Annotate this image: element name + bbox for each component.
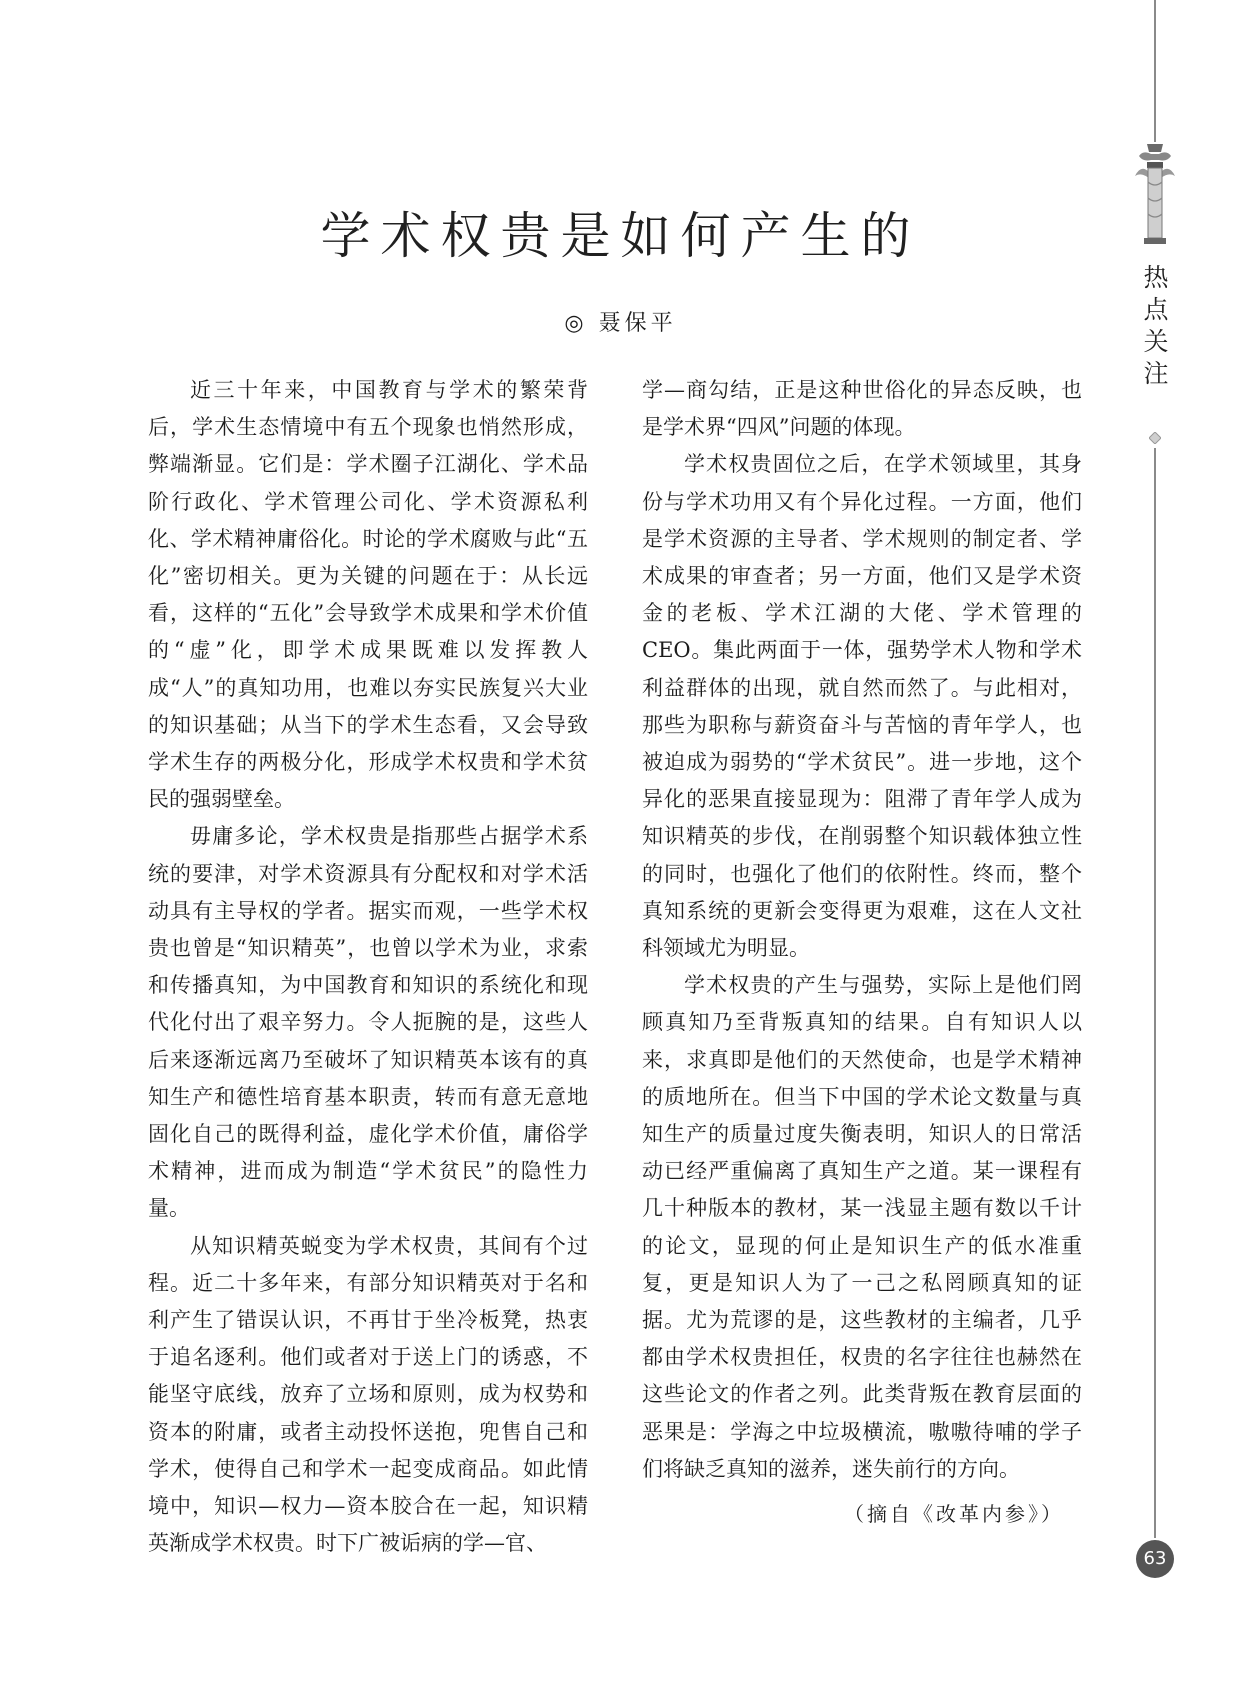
paragraph: 学—商勾结，正是这种世俗化的异态反映，也是学术界“四风”问题的体现。	[642, 378, 1082, 440]
paragraph: 从知识精英蜕变为学术权贵，其间有个过程。近二十多年来，有部分知识精英对于名和利产生了错误认识，不再甘于坐冷板凳，热衷于追名逐利。他们或者对于送上门的诱惑，不能坚守底线，放弃了立场和原则，成为权势和资本的附庸，或者主动投怀送抱，兜售自己和学术，使得自己和学术一起变成商品。如此情境中，知识—权力—资本胶合在一起，知识精英渐成学术权贵。时下广被诟病的学—官、	[148, 1233, 588, 1556]
paragraph: 毋庸多论，学术权贵是指那些占据学术系统的要津，对学术资源具有分配权和对学术活动具有主导权的学者。据实而观，一些学术权贵也曾是“知识精英”，也曾以学术为业，求索和传播真知，为中国教育和知识的系统化和现代化付出了艰辛努力。令人扼腕的是，这些人后来逐渐远离乃至破坏了知识精英本该有的真知生产和德性培育基本职责，转而有意无意地固化自己的既得利益，虚化学术价值，庸俗学术精神，进而成为制造“学术贫民”的隐性力量。	[148, 824, 588, 1221]
paragraph: 学术权贵的产生与强势，实际上是他们罔顾真知乃至背叛真知的结果。自有知识人以来，求真即是他们的天然使命，也是学术精神的质地所在。但当下中国的学术论文数量与真知生产的质量过度失衡表明，知识人的日常活动已经严重偏离了真知生产之道。某一课程有几十种版本的教材，某一浅显主题有数以千计的论文，显现的何止是知识生产的低水准重复，更是知识人为了一己之私罔顾真知的证据。尤为荒谬的是，这些教材的主编者，几乎都由学术权贵担任，权贵的名字往往也赫然在这些论文的作者之列。此类背叛在教育层面的恶果是：学海之中垃圾横流，嗷嗷待哺的学子们将缺乏真知的滋养，迷失前行的方向。	[642, 973, 1082, 1481]
pillar-ornament-icon	[1133, 142, 1177, 246]
page-title: 学术权贵是如何产生的	[320, 207, 921, 265]
section-label: 热点关注	[1143, 263, 1169, 388]
source-citation: （摘自《改革内参》）	[844, 1502, 1064, 1527]
paragraph: 近三十年来，中国教育与学术的繁荣背后，学术生态情境中有五个现象也悄然形成，弊端渐显。它们是：学术圈子江湖化、学术品阶行政化、学术管理公司化、学术资源私利化、学术精神庸俗化。时论的学术腐败与此“五化”密切相关。更为关键的问题在于：从长远看，这样的“五化”会导致学术成果和学术价值的“虚”化，即学术成果既难以发挥教人成“人”的真知功用，也难以夯实民族复兴大业的知识基础；从当下的学术生态看，又会导致学术生存的两极分化，形成学术权贵和学术贫民的强弱壁垒。	[148, 378, 588, 812]
paragraph: 学术权贵固位之后，在学术领域里，其身份与学术功用又有个异化过程。一方面，他们是学术资源的主导者、学术规则的制定者、学术成果的审查者；另一方面，他们又是学术资金的老板、学术江湖的大佬、学术管理的CEO。集此两面于一体，强势学术人物和学术利益群体的出现，就自然而然了。与此相对，那些为职称与薪资奋斗与苦恼的青年学人，也被迫成为弱势的“学术贫民”。进一步地，这个异化的恶果直接显现为：阻滞了青年学人成为知识精英的步伐，在削弱整个知识载体独立性的同时，也强化了他们的依附性。终而，整个真知系统的更新会变得更为艰难，这在人文社科领域尤为明显。	[642, 452, 1082, 961]
article-column-left	[148, 372, 588, 1563]
sidebar-rule-top	[1154, 0, 1156, 142]
author-byline: ◎ 聂保平	[564, 311, 677, 336]
page-number-badge: 63	[1136, 1540, 1174, 1578]
diamond-marker-icon	[1149, 432, 1161, 444]
sidebar-rule-bottom	[1154, 448, 1156, 1538]
article-column-right	[642, 372, 1082, 1533]
